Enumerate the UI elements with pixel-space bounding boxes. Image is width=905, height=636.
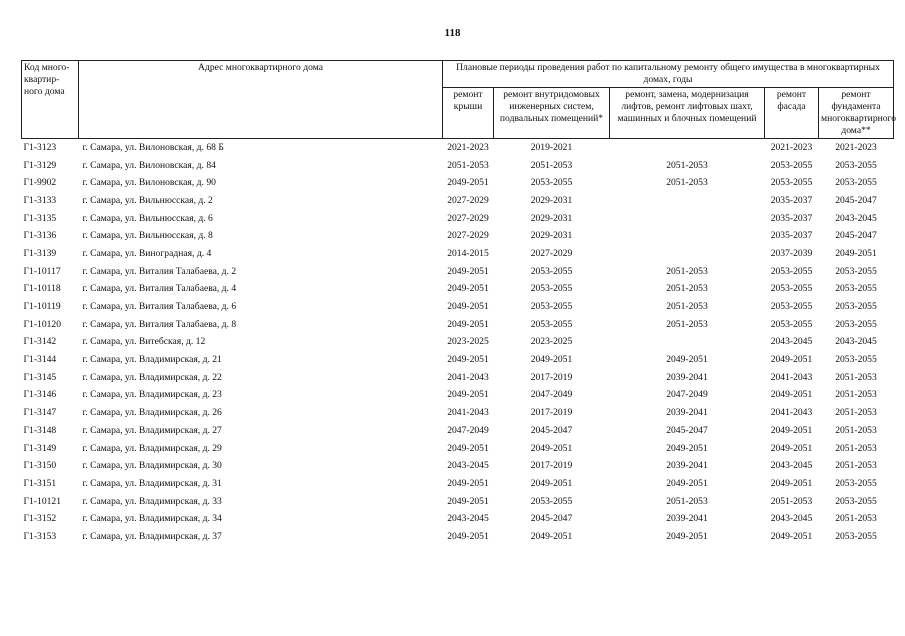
row-foundation: 2053-2055 xyxy=(835,265,877,277)
row-elevators: 2049-2051 xyxy=(666,354,708,366)
row-foundation: 2051-2053 xyxy=(835,389,877,401)
table-row xyxy=(22,334,894,352)
row-foundation: 2053-2055 xyxy=(835,495,877,507)
row-foundation: 2053-2055 xyxy=(835,318,877,330)
row-address: г. Самара, ул. Владимирская, д. 26 xyxy=(82,407,222,419)
row-address: г. Самара, ул. Вильнюсская, д. 2 xyxy=(82,194,213,206)
row-elevators xyxy=(610,139,765,157)
row-roof: 2014-2015 xyxy=(447,247,489,259)
row-elevators xyxy=(610,227,765,245)
table-body xyxy=(22,139,894,546)
row-code: Г1-3142 xyxy=(23,336,57,348)
row-roof: 2043-2045 xyxy=(447,460,489,472)
row-systems: 2049-2051 xyxy=(530,530,573,542)
row-elevators: 2039-2041 xyxy=(666,513,708,525)
table-row xyxy=(22,174,894,192)
row-facade: 2041-2043 xyxy=(770,407,813,419)
row-address: г. Самара, ул. Виталия Талабаева, д. 8 xyxy=(82,318,237,330)
row-foundation: 2051-2053 xyxy=(835,460,877,472)
row-code: Г1-3146 xyxy=(23,389,57,401)
row-roof: 2027-2029 xyxy=(447,230,489,242)
row-facade: 2051-2053 xyxy=(770,495,813,507)
table-row xyxy=(22,139,894,157)
row-address: г. Самара, ул. Владимирская, д. 34 xyxy=(82,513,222,525)
row-roof: 2049-2051 xyxy=(447,283,489,295)
row-foundation: 2051-2053 xyxy=(835,442,877,454)
row-roof: 2021-2023 xyxy=(447,141,489,153)
row-facade: 2049-2051 xyxy=(770,389,813,401)
row-foundation: 2051-2053 xyxy=(835,371,877,383)
row-systems: 2049-2051 xyxy=(530,477,573,489)
row-address: г. Самара, ул. Владимирская, д. 23 xyxy=(82,389,222,401)
row-code: Г1-3151 xyxy=(23,477,57,489)
row-code: Г1-3144 xyxy=(23,354,57,366)
row-roof: 2049-2051 xyxy=(447,265,489,277)
row-elevators: 2051-2053 xyxy=(666,318,708,330)
table-row xyxy=(22,493,894,511)
row-elevators: 2051-2053 xyxy=(666,301,708,313)
table-row xyxy=(22,475,894,493)
row-systems: 2053-2055 xyxy=(530,177,573,189)
row-address: г. Самара, ул. Виталия Талабаева, д. 4 xyxy=(82,283,237,295)
row-foundation: 2051-2053 xyxy=(835,424,877,436)
row-elevators: 2039-2041 xyxy=(666,407,708,419)
row-address: г. Самара, ул. Владимирская, д. 21 xyxy=(82,354,222,366)
row-facade: 2053-2055 xyxy=(770,283,813,295)
row-code: Г1-10121 xyxy=(23,495,62,507)
row-facade: 2053-2055 xyxy=(770,301,813,313)
row-elevators: 2051-2053 xyxy=(666,265,708,277)
row-systems: 2029-2031 xyxy=(530,194,573,206)
table-row xyxy=(22,227,894,245)
row-facade: 2053-2055 xyxy=(770,177,813,189)
row-systems: 2017-2019 xyxy=(530,407,573,419)
row-address: г. Самара, ул. Владимирская, д. 33 xyxy=(82,495,222,507)
row-roof: 2049-2051 xyxy=(447,495,489,507)
row-code: Г1-3148 xyxy=(23,424,57,436)
row-systems: 2017-2019 xyxy=(530,460,573,472)
row-roof: 2041-2043 xyxy=(447,407,489,419)
row-elevators xyxy=(610,192,765,210)
table-row xyxy=(22,457,894,475)
row-facade: 2035-2037 xyxy=(770,194,813,206)
row-elevators: 2049-2051 xyxy=(666,442,708,454)
row-elevators: 2039-2041 xyxy=(666,371,708,383)
table-row xyxy=(22,440,894,458)
row-facade: 2035-2037 xyxy=(770,230,813,242)
table-row xyxy=(22,192,894,210)
row-systems: 2023-2025 xyxy=(530,336,573,348)
header-systems: ремонт внутридомовых инженерных систем, подвальных помещений* xyxy=(494,88,610,139)
row-code: Г1-3147 xyxy=(23,407,57,419)
row-code: Г1-10120 xyxy=(23,318,62,330)
row-systems: 2053-2055 xyxy=(530,495,573,507)
row-code: Г1-10117 xyxy=(23,265,61,277)
table-row xyxy=(22,298,894,316)
row-facade: 2053-2055 xyxy=(770,318,813,330)
row-address: г. Самара, ул. Владимирская, д. 22 xyxy=(82,371,222,383)
header-periods: Плановые периоды проведения работ по капитальному ремонту общего имущества в многоквартирных домах, годы xyxy=(443,61,894,88)
row-facade: 2049-2051 xyxy=(770,442,813,454)
row-foundation: 2053-2055 xyxy=(835,354,877,366)
row-facade: 2043-2045 xyxy=(770,336,813,348)
row-roof: 2023-2025 xyxy=(447,336,489,348)
table-row xyxy=(22,316,894,334)
row-code: Г1-3136 xyxy=(23,230,57,242)
row-systems: 2053-2055 xyxy=(530,318,573,330)
header-elevators: ремонт, замена, модернизация лифтов, ремонт лифтовых шахт, машинных и блочных помещений xyxy=(610,88,765,139)
row-elevators: 2047-2049 xyxy=(666,389,708,401)
row-facade: 2043-2045 xyxy=(770,513,813,525)
row-systems: 2053-2055 xyxy=(530,283,573,295)
capital-repair-table xyxy=(21,60,897,546)
row-systems: 2019-2021 xyxy=(530,141,573,153)
row-code: Г1-3153 xyxy=(23,530,57,542)
row-roof: 2027-2029 xyxy=(447,212,489,224)
row-roof: 2049-2051 xyxy=(447,177,489,189)
row-systems: 2047-2049 xyxy=(530,389,573,401)
row-facade: 2053-2055 xyxy=(770,265,813,277)
row-foundation: 2053-2055 xyxy=(835,159,877,171)
row-systems: 2017-2019 xyxy=(530,371,573,383)
row-elevators: 2051-2053 xyxy=(666,283,708,295)
row-foundation: 2053-2055 xyxy=(835,177,877,189)
table-row xyxy=(22,245,894,263)
row-roof: 2049-2051 xyxy=(447,318,489,330)
page-number: 118 xyxy=(444,27,461,39)
row-foundation: 2053-2055 xyxy=(835,477,877,489)
row-code: Г1-3135 xyxy=(23,212,57,224)
row-code: Г1-10118 xyxy=(23,283,61,295)
row-systems: 2049-2051 xyxy=(530,442,573,454)
row-elevators xyxy=(610,210,765,228)
table-row xyxy=(22,510,894,528)
row-code: Г1-10119 xyxy=(23,301,61,313)
header-address: Адрес многоквартирного дома xyxy=(79,61,443,139)
row-facade: 2053-2055 xyxy=(770,159,813,171)
row-code: Г1-3129 xyxy=(23,159,57,171)
header-roof: ремонт крыши xyxy=(443,88,494,139)
row-foundation: 2049-2051 xyxy=(835,247,877,259)
row-code: Г1-3150 xyxy=(23,460,57,472)
row-elevators: 2045-2047 xyxy=(666,424,708,436)
header-facade: ремонт фасада xyxy=(765,88,819,139)
row-foundation: 2043-2045 xyxy=(835,212,877,224)
row-foundation: 2053-2055 xyxy=(835,283,877,295)
row-address: г. Самара, ул. Вильнюсская, д. 8 xyxy=(82,230,213,242)
row-elevators: 2049-2051 xyxy=(666,530,708,542)
row-roof: 2049-2051 xyxy=(447,389,489,401)
row-facade: 2043-2045 xyxy=(770,460,813,472)
row-elevators: 2051-2053 xyxy=(666,495,708,507)
row-roof: 2027-2029 xyxy=(447,194,489,206)
header-code: Код много-квартир-ного дома xyxy=(22,61,79,139)
row-systems: 2051-2053 xyxy=(530,159,573,171)
row-address: г. Самара, ул. Вилоновская, д. 68 Б xyxy=(82,141,224,153)
row-address: г. Самара, ул. Витебская, д. 12 xyxy=(82,336,206,348)
row-facade: 2021-2023 xyxy=(770,141,813,153)
row-address: г. Самара, ул. Вилоновская, д. 84 xyxy=(82,159,216,171)
row-roof: 2049-2051 xyxy=(447,442,489,454)
row-foundation: 2045-2047 xyxy=(835,194,877,206)
table-row xyxy=(22,351,894,369)
row-facade: 2041-2043 xyxy=(770,371,813,383)
table-row xyxy=(22,157,894,175)
row-elevators: 2051-2053 xyxy=(666,177,708,189)
row-elevators: 2051-2053 xyxy=(666,159,708,171)
row-roof: 2041-2043 xyxy=(447,371,489,383)
row-facade: 2049-2051 xyxy=(770,354,813,366)
table-row xyxy=(22,369,894,387)
header-foundation: ремонт фундамента многоквартирного дома** xyxy=(819,88,894,139)
row-facade: 2049-2051 xyxy=(770,530,813,542)
row-address: г. Самара, ул. Владимирская, д. 27 xyxy=(82,424,222,436)
row-address: г. Самара, ул. Виноградная, д. 4 xyxy=(82,247,212,259)
row-elevators xyxy=(610,245,765,263)
row-elevators: 2039-2041 xyxy=(666,460,708,472)
row-elevators xyxy=(610,334,765,352)
table-row xyxy=(22,210,894,228)
row-facade: 2037-2039 xyxy=(770,247,813,259)
row-code: Г1-3133 xyxy=(23,194,57,206)
row-address: г. Самара, ул. Вильнюсская, д. 6 xyxy=(82,212,213,224)
row-foundation: 2051-2053 xyxy=(835,407,877,419)
row-systems: 2049-2051 xyxy=(530,354,573,366)
table-row xyxy=(22,281,894,299)
row-roof: 2051-2053 xyxy=(447,159,489,171)
row-foundation: 2021-2023 xyxy=(835,141,877,153)
row-code: Г1-9902 xyxy=(23,177,57,189)
row-systems: 2045-2047 xyxy=(530,513,573,525)
table-row xyxy=(22,528,894,546)
row-roof: 2049-2051 xyxy=(447,301,489,313)
row-code: Г1-3149 xyxy=(23,442,57,454)
row-address: г. Самара, ул. Владимирская, д. 37 xyxy=(82,530,222,542)
row-roof: 2043-2045 xyxy=(447,513,489,525)
row-address: г. Самара, ул. Владимирская, д. 31 xyxy=(82,477,222,489)
table-header xyxy=(22,61,897,139)
row-code: Г1-3123 xyxy=(23,141,57,153)
row-foundation: 2043-2045 xyxy=(835,336,877,348)
row-address: г. Самара, ул. Виталия Талабаева, д. 2 xyxy=(82,265,237,277)
row-facade: 2049-2051 xyxy=(770,424,813,436)
row-foundation: 2053-2055 xyxy=(835,530,877,542)
row-roof: 2047-2049 xyxy=(447,424,489,436)
row-systems: 2029-2031 xyxy=(530,212,573,224)
table-row xyxy=(22,404,894,422)
row-facade: 2035-2037 xyxy=(770,212,813,224)
row-foundation: 2053-2055 xyxy=(835,301,877,313)
row-address: г. Самара, ул. Виталия Талабаева, д. 6 xyxy=(82,301,237,313)
row-code: Г1-3139 xyxy=(23,247,57,259)
row-systems: 2053-2055 xyxy=(530,265,573,277)
row-address: г. Самара, ул. Вилоновская, д. 90 xyxy=(82,177,216,189)
row-systems: 2027-2029 xyxy=(530,247,573,259)
table-row xyxy=(22,263,894,281)
row-roof: 2049-2051 xyxy=(447,530,489,542)
row-code: Г1-3145 xyxy=(23,371,57,383)
row-address: г. Самара, ул. Владимирская, д. 30 xyxy=(82,460,222,472)
table-row xyxy=(22,387,894,405)
table-row xyxy=(22,422,894,440)
row-systems: 2045-2047 xyxy=(530,424,573,436)
row-foundation: 2045-2047 xyxy=(835,230,877,242)
row-systems: 2029-2031 xyxy=(530,230,573,242)
row-systems: 2053-2055 xyxy=(530,301,573,313)
row-foundation: 2051-2053 xyxy=(835,513,877,525)
row-roof: 2049-2051 xyxy=(447,477,489,489)
row-code: Г1-3152 xyxy=(23,513,57,525)
row-facade: 2049-2051 xyxy=(770,477,813,489)
row-address: г. Самара, ул. Владимирская, д. 29 xyxy=(82,442,222,454)
row-roof: 2049-2051 xyxy=(447,354,489,366)
row-elevators: 2049-2051 xyxy=(666,477,708,489)
